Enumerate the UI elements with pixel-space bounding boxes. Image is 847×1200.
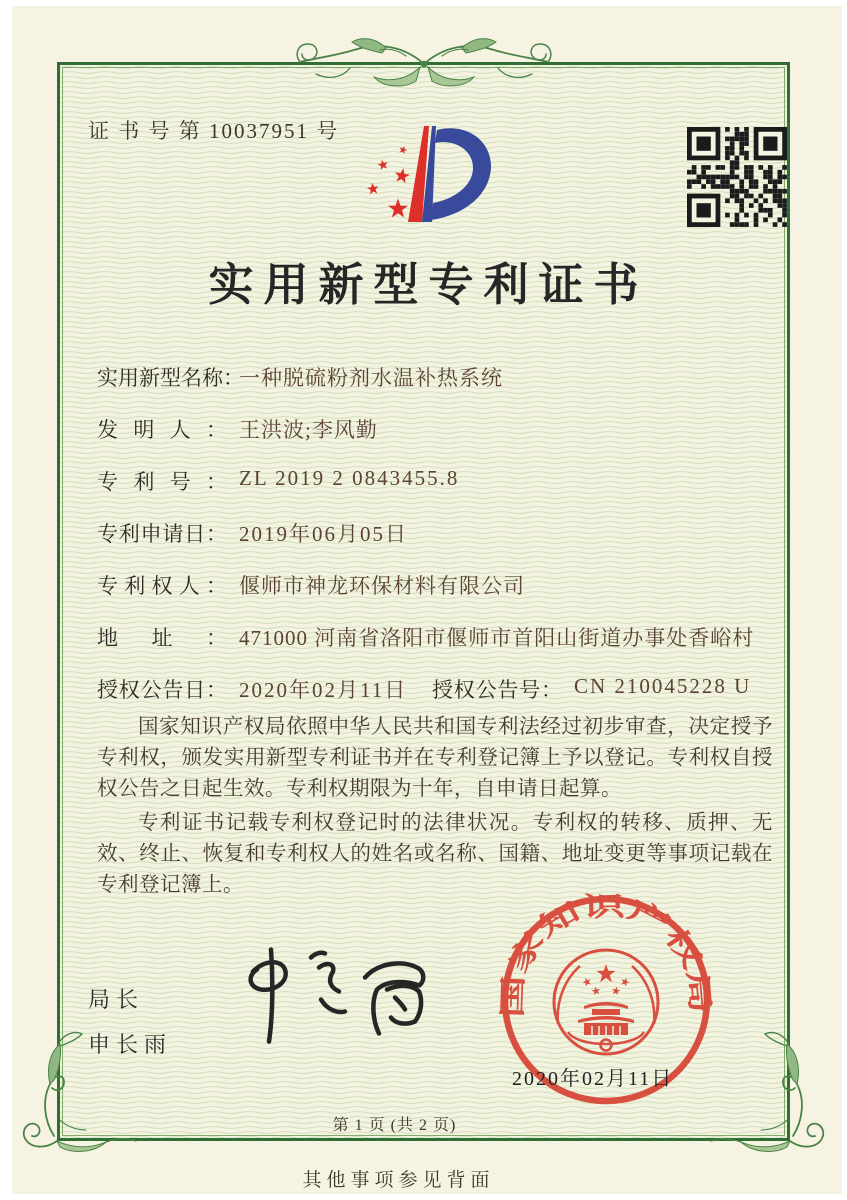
field-label: 专利号： bbox=[97, 470, 227, 494]
field-label: 地址： bbox=[97, 626, 227, 650]
commissioner-name: 申长雨 bbox=[88, 1032, 173, 1057]
seal-date: 2020年02月11日 bbox=[512, 1068, 674, 1090]
field-value: 偃师市神龙环保材料有限公司 bbox=[239, 574, 525, 598]
field-row-patent-number bbox=[97, 466, 775, 496]
qr-code bbox=[687, 127, 787, 227]
field-label: 授权公告日： bbox=[97, 678, 227, 702]
field-grant-number bbox=[432, 674, 751, 704]
field-row-name bbox=[97, 362, 775, 392]
field-row-filing-date bbox=[97, 518, 775, 548]
svg-text:国家知识产权局 bbox=[497, 891, 715, 1018]
field-value: 2020年02月11日 bbox=[239, 678, 408, 702]
legal-paragraph-2: 专利证书记载专利权登记时的法律状况。专利权的转移、质押、无效、终止、恢复和专利权人的姓名或名称、国籍、地址变更等事项记载在专利登记簿上。 bbox=[97, 812, 773, 896]
field-value: 471000 河南省洛阳市偃师市首阳山街道办事处香峪村 bbox=[239, 626, 755, 650]
field-label: 授权公告号： bbox=[432, 678, 562, 702]
legal-paragraph-1: 国家知识产权局依照中华人民共和国专利法经过初步审查，决定授予专利权，颁发实用新型专利证书并在专利登记簿上予以登记。专利权自授权公告之日起生效。专利权期限为十年，自申请日起算。 bbox=[97, 716, 773, 800]
field-label: 发明人： bbox=[97, 418, 227, 442]
field-label: 专利权人： bbox=[97, 574, 227, 598]
field-value: CN 210045228 U bbox=[574, 674, 752, 698]
field-value: 一种脱硫粉剂水温补热系统 bbox=[239, 366, 503, 390]
field-row-inventor bbox=[97, 414, 775, 444]
cnipa-logo-icon bbox=[338, 110, 513, 238]
field-value: ZL 2019 2 0843455.8 bbox=[239, 466, 460, 490]
legal-text bbox=[97, 712, 773, 904]
commissioner-signature-icon bbox=[215, 935, 445, 1060]
certificate-title: 实用新型专利证书 bbox=[208, 260, 649, 310]
field-value: 王洪波;李风勤 bbox=[239, 418, 378, 442]
seal-text: 国家知识产权局 bbox=[497, 891, 715, 1019]
field-row-grant bbox=[97, 674, 775, 704]
page-number: 第 1 页 (共 2 页) bbox=[332, 1117, 457, 1134]
field-label: 专利申请日： bbox=[97, 522, 227, 546]
back-side-note: 其他事项参见背面 bbox=[302, 1170, 495, 1191]
field-label: 实用新型名称： bbox=[97, 366, 244, 390]
national-emblem bbox=[554, 950, 658, 1054]
field-value: 2019年06月05日 bbox=[239, 522, 408, 546]
certificate-number: 证 书 号 第 10037951 号 bbox=[88, 119, 340, 143]
commissioner-title: 局长 bbox=[88, 987, 145, 1012]
field-row-patentee bbox=[97, 570, 775, 600]
field-row-address bbox=[97, 622, 775, 652]
